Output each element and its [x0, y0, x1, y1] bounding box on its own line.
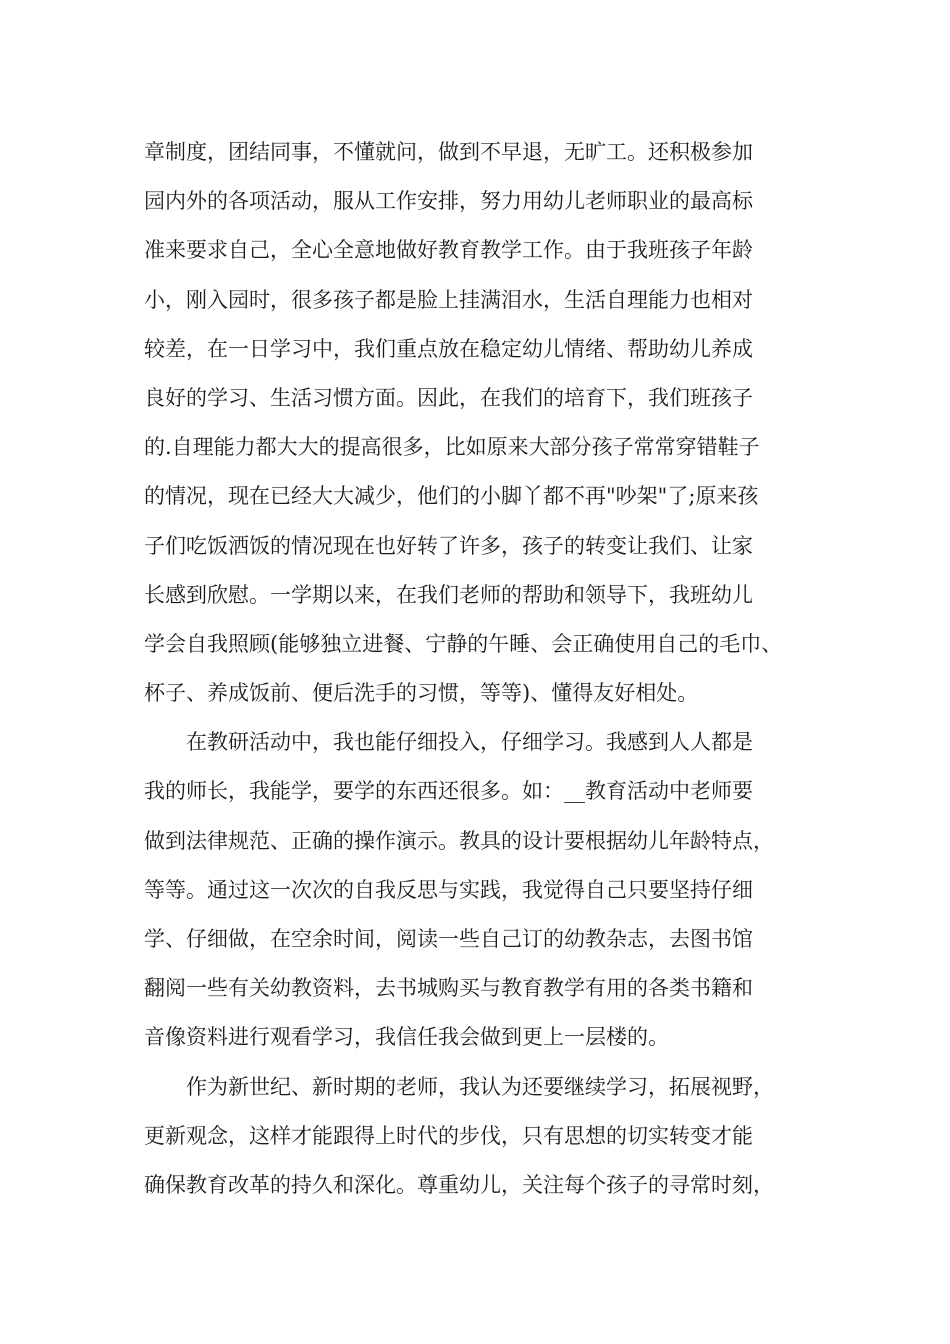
text-line: 良好的学习、生活习惯方面。因此，在我们的培育下，我们班孩子 [144, 385, 753, 410]
text-line: 翻阅一些有关幼教资料，去书城购买与教育教学有用的各类书籍和 [144, 976, 753, 1001]
text-line: 音像资料进行观看学习，我信任我会做到更上一层楼的。 [144, 1025, 669, 1050]
text-line: 章制度，团结同事，不懂就问，做到不早退，无旷工。还积极参加 [144, 140, 753, 164]
paragraph-start-line: 在教研活动中，我也能仔细投入，仔细学习。我感到人人都是 [186, 730, 753, 755]
body-text [144, 128, 824, 1210]
text-line: 子们吃饭洒饭的情况现在也好转了许多，孩子的转变让我们、让家 [144, 533, 753, 558]
text-line: 等等。通过这一次次的自我反思与实践，我觉得自己只要坚持仔细 [144, 877, 753, 902]
text-line: 长感到欣慰。一学期以来，在我们老师的帮助和领导下，我班幼儿 [144, 582, 753, 607]
text-line: 更新观念，这样才能跟得上时代的步伐，只有思想的切实转变才能 [144, 1123, 753, 1148]
text-line: 学、仔细做，在空余时间，阅读一些自己订的幼教杂志，去图书馆 [144, 927, 753, 951]
text-line: 确保教育改革的持久和深化。尊重幼儿，关注每个孩子的寻常时刻， [144, 1172, 774, 1197]
text-line: 学会自我照顾(能够独立进餐、宁静的午睡、会正确使用自己的毛巾、 [144, 631, 783, 656]
text-line: 小，刚入园时，很多孩子都是脸上挂满泪水，生活自理能力也相对 [144, 287, 753, 312]
text-line: 的情况，现在已经大大减少，他们的小脚丫都不再"吵架"了;原来孩 [144, 484, 759, 509]
text-line: 园内外的各项活动，服从工作安排，努力用幼儿老师职业的最高标 [144, 189, 753, 214]
text-line: 我的师长，我能学，要学的东西还很多。如：__教育活动中老师要 [144, 779, 753, 804]
paragraph-start-line: 作为新世纪、新时期的老师，我认为还要继续学习，拓展视野， [186, 1074, 774, 1099]
text-line: 杯子、养成饭前、便后洗手的习惯，等等)、懂得友好相处。 [144, 681, 699, 706]
text-line: 较差，在一日学习中，我们重点放在稳定幼儿情绪、帮助幼儿养成 [144, 336, 753, 361]
text-line: 准来要求自己，全心全意地做好教育教学工作。由于我班孩子年龄 [144, 238, 753, 263]
text-line: 做到法律规范、正确的操作演示。教具的设计要根据幼儿年龄特点， [144, 828, 774, 853]
text-line: 的.自理能力都大大的提高很多，比如原来大部分孩子常常穿错鞋子 [144, 435, 760, 460]
